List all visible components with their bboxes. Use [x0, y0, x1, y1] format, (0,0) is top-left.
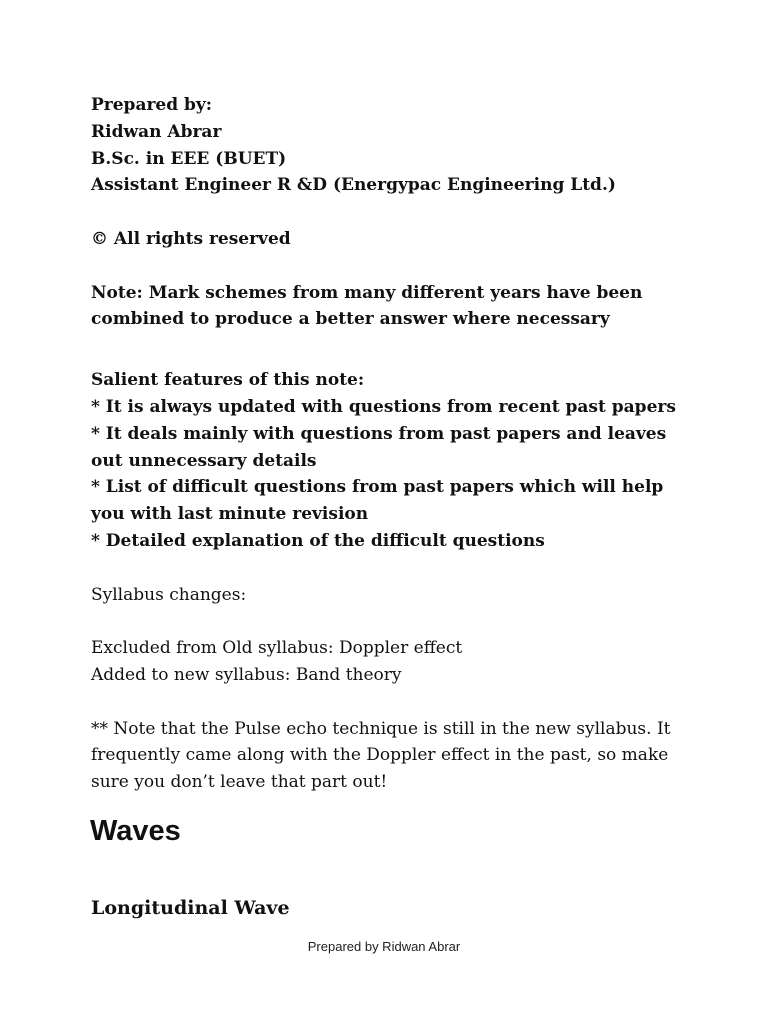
salient-item: * Detailed explanation of the difficult questions — [91, 530, 545, 551]
salient-title: Salient features of this note: — [91, 370, 365, 391]
copyright-notice: © All rights reserved — [91, 228, 291, 249]
syllabus-excluded: Excluded from Old syllabus: Doppler effect — [91, 638, 463, 659]
page-footer: Prepared by Ridwan Abrar — [307, 939, 461, 954]
salient-features — [91, 367, 691, 555]
syllabus-added: Added to new syllabus: Band theory — [91, 664, 402, 685]
syllabus-title: Syllabus changes: — [91, 584, 247, 605]
author-block — [91, 92, 691, 199]
author-line: Assistant Engineer R &D (Energypac Engineering Ltd.) — [91, 175, 616, 196]
author-line: B.Sc. in EEE (BUET) — [91, 148, 287, 169]
salient-item: * List of difficult questions from past papers which will help you with last minute revision — [91, 477, 664, 525]
section-heading: Waves — [90, 815, 181, 847]
syllabus-remark: ** Note that the Pulse echo technique is still in the new syllabus. It frequently came along with the Doppler effect in the past, so make sure you don’t leave that part out! — [91, 718, 671, 793]
salient-item: * It is always updated with questions from recent past papers — [91, 396, 676, 417]
section-subheading: Longitudinal Wave — [91, 897, 290, 919]
note-paragraph: Note: Mark schemes from many different years have been combined to produce a better answer where necessary — [91, 282, 643, 330]
author-line: Ridwan Abrar — [91, 121, 222, 142]
author-line: Prepared by: — [91, 95, 213, 115]
document-body — [91, 92, 691, 796]
salient-item: * It deals mainly with questions from past papers and leaves out unnecessary details — [91, 423, 667, 471]
